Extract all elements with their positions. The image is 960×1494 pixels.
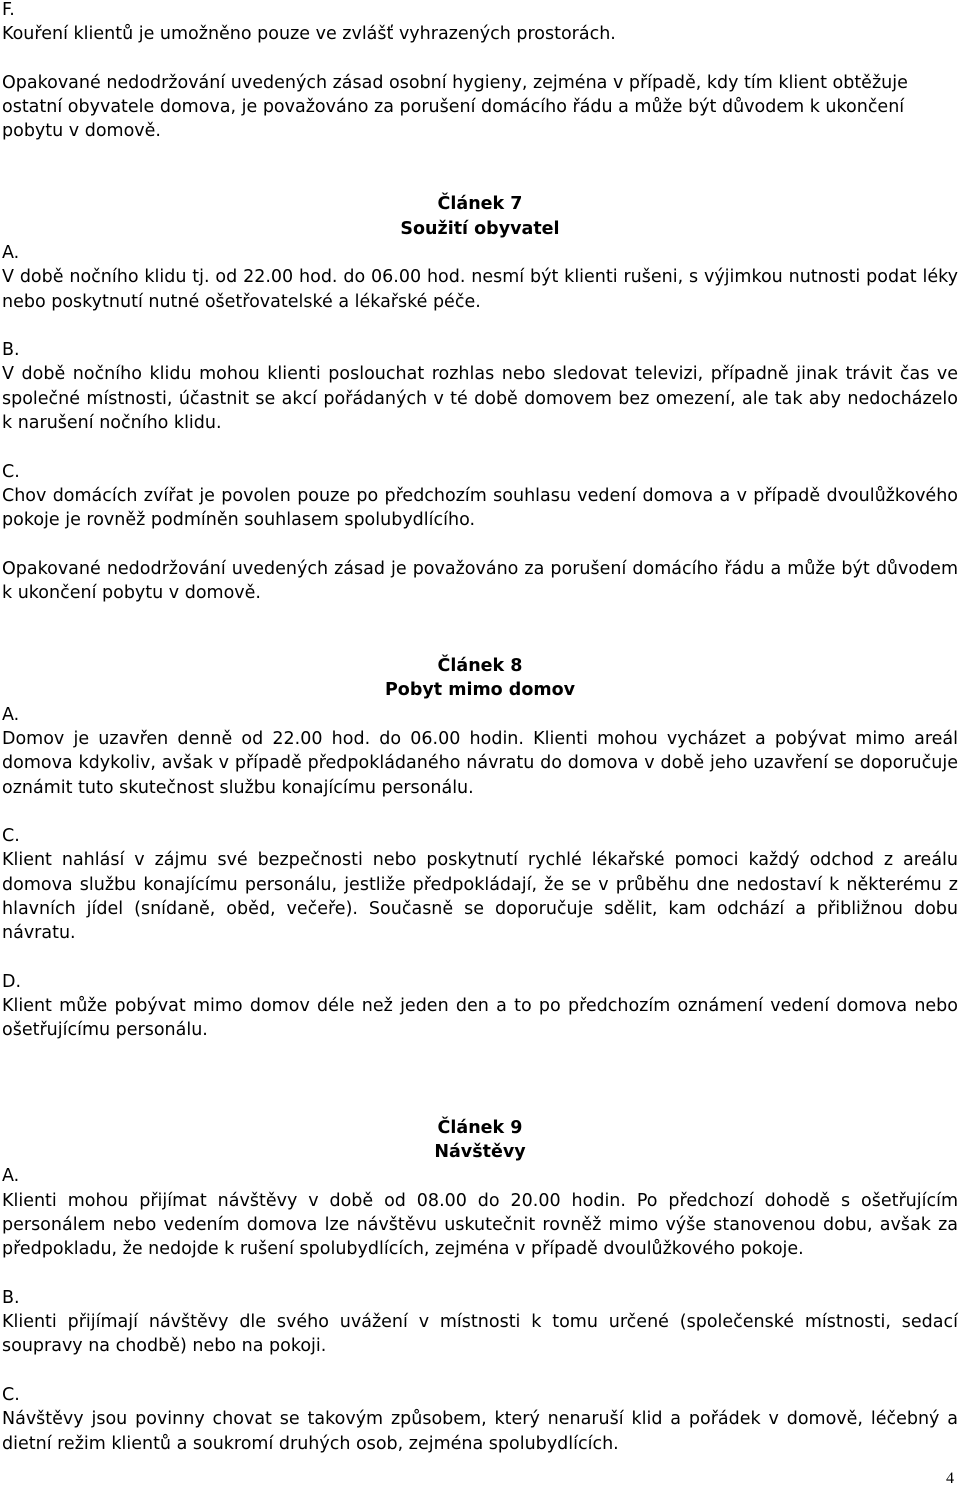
section-label: A.: [2, 242, 20, 263]
article-subtitle: Návštěvy: [434, 1141, 526, 1162]
paragraph-hygiene-line: ostatní obyvatele domova, je považováno za porušení domácího řádu a může být důvodem k ukončení: [2, 97, 905, 118]
paragraph: Klienti přijímají návštěvy dle svého uvážení v místnosti k tomu určené (společenské místnosti, sedací soupravy na chodbě) nebo na pokoji.: [2, 1312, 958, 1357]
paragraph: V době nočního klidu tj. od 22.00 hod. do 06.00 hod. nesmí být klienti rušeni, s výjimkou nutnosti podat léky nebo poskytnutí nutné ošetřovatelské a lékařské péče.: [2, 267, 958, 312]
page-number: 4: [946, 1470, 954, 1487]
section-label: F.: [2, 0, 15, 20]
section-label: B.: [2, 340, 20, 361]
section-label: A.: [2, 704, 20, 725]
paragraph: Návštěvy jsou povinny chovat se takovým způsobem, který nenaruší klid a pořádek v domově, léčebný a dietní režim klientů a soukromí druhých osob, zejména spolubydlících.: [2, 1409, 958, 1454]
section-label: A.: [2, 1166, 20, 1187]
paragraph-smoking: Kouření klientů je umožněno pouze ve zvlášť vyhrazených prostorách.: [2, 24, 616, 45]
paragraph: Domov je uzavřen denně od 22.00 hod. do 06.00 hodin. Klienti mohou vycházet a pobývat mimo areál domova kdykoliv, avšak v případě předpokládaného návratu do domova v době jeho uzavření se doporučuje oznámit tuto skutečnost službu konajícímu personálu.: [2, 728, 958, 798]
paragraph-hygiene-line: pobytu v domově.: [2, 121, 161, 142]
paragraph: Opakované nedodržování uvedených zásad je považováno za porušení domácího řádu a může být důvodem k ukončení pobytu v domově.: [2, 558, 958, 604]
document-page: [2, 0, 958, 1456]
paragraph-hygiene-line: Opakované nedodržování uvedených zásad osobní hygieny, zejména v případě, kdy tím klient obtěžuje: [2, 72, 908, 93]
section-label: C.: [2, 826, 20, 847]
paragraph: Chov domácích zvířat je povolen pouze po předchozím souhlasu vedení domova a v případě dvoulůžkového pokoje je rovněž podmíněn souhlasem spolubydlícího.: [2, 485, 958, 531]
paragraph: Klient nahlásí v zájmu své bezpečnosti nebo poskytnutí rychlé lékařské pomoci každý odchod z areálu domova službu konajícímu personálu, jestliže předpokládají, že se v průběhu dne nedostaví k některému z hlavních jídel (snídaně, oběd, večeře). Současně se doporučuje sdělit, kam odchází a přibližnou dobu návratu.: [2, 850, 958, 944]
article-subtitle: Pobyt mimo domov: [384, 680, 576, 701]
paragraph: V době nočního klidu mohou klienti poslouchat rozhlas nebo sledovat televizi, případně jinak trávit čas ve společné místnosti, účastnit se akcí pořádaných v té době domovem bez omezení, ale tak aby nedocházelo k narušení nočního klidu.: [2, 364, 958, 434]
section-label: B.: [2, 1287, 20, 1308]
section-label: C.: [2, 461, 20, 482]
article-title: Článek 9: [437, 1117, 523, 1138]
section-label: C.: [2, 1384, 20, 1405]
article-title: Článek 7: [437, 194, 523, 215]
article-title: Článek 8: [437, 656, 523, 677]
paragraph: Klienti mohou přijímat návštěvy v době od 08.00 do 20.00 hodin. Po předchozí dohodě s ošetřujícím personálem nebo vedením domova lze návštěvu uskutečnit rovněž mimo výše stanovenou dobu, avšak za předpokladu, že nedojde k rušení spolubydlících, zejména v případě dvoulůžkového pokoje.: [2, 1190, 958, 1260]
paragraph: Klient může pobývat mimo domov déle než jeden den a to po předchozím oznámení vedení domova nebo ošetřujícímu personálu.: [2, 996, 958, 1041]
section-label: D.: [2, 971, 22, 992]
article-subtitle: Soužití obyvatel: [400, 218, 560, 239]
